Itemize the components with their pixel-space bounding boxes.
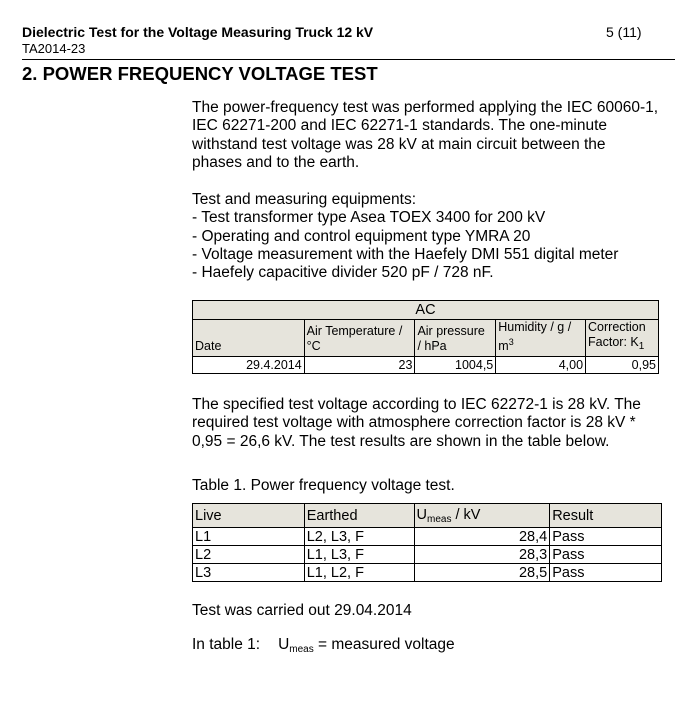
- result-cell: Pass: [550, 564, 662, 582]
- intro-line: The power-frequency test was performed applying the IEC 60060-1,: [192, 99, 659, 116]
- table-caption: Table 1. Power frequency voltage test.: [192, 477, 455, 494]
- intro-line: withstand test voltage was 28 kV at main circuit between the: [192, 135, 606, 153]
- equipment-item: - Haefely capacitive divider 520 pF / 728 nF.: [192, 264, 494, 282]
- spec-line: The specified test voltage according to IEC 62272-1 is 28 kV. The: [192, 396, 641, 413]
- correction-factor-header: Correction Factor: $K_1$: [586, 320, 659, 357]
- date-cell: 29.4.2014: [193, 357, 305, 374]
- live-header: Live: [193, 504, 305, 528]
- correction-factor-cell: 0,95: [586, 357, 659, 374]
- umeas-header: $U_{meas}$ / kV: [414, 504, 550, 528]
- intro-line: phases and to the earth.: [192, 153, 360, 171]
- umeas-cell: 28,4: [414, 528, 550, 546]
- intro-line: IEC 62271-200 and IEC 62271-1 standards. The one-minute: [192, 117, 608, 135]
- result-cell: Pass: [550, 546, 662, 564]
- air-temperature-cell: 23: [304, 357, 415, 374]
- footnote-prefix: In table 1:: [192, 636, 261, 653]
- spec-line: required test voltage with atmosphere correction factor is 28 kV *: [192, 414, 636, 432]
- equipment-heading: Test and measuring equipments:: [192, 191, 417, 208]
- humidity-cell: 4,00: [496, 357, 586, 374]
- ac-group-header: AC: [193, 301, 659, 320]
- live-cell: L3: [193, 564, 305, 582]
- table-row: [193, 564, 662, 582]
- document-id: TA2014-23: [22, 41, 86, 56]
- intro-paragraph: [192, 99, 658, 172]
- earthed-cell: L2, L3, F: [304, 528, 414, 546]
- page-number: 5 (11): [606, 24, 642, 40]
- voltage-test-results-table: [192, 503, 662, 582]
- umeas-cell: 28,3: [414, 546, 550, 564]
- equipment-item: - Test transformer type Asea TOEX 3400 for 200 kV: [192, 209, 546, 227]
- result-header: Result: [550, 504, 662, 528]
- table-row: [193, 546, 662, 564]
- footnote-definition: = measured voltage: [313, 636, 455, 653]
- result-cell: Pass: [550, 528, 662, 546]
- air-pressure-header: Air pressure / hPa: [415, 320, 496, 357]
- live-cell: L2: [193, 546, 305, 564]
- earthed-header: Earthed: [304, 504, 414, 528]
- earthed-cell: L1, L3, F: [304, 546, 414, 564]
- header-divider: [22, 59, 675, 60]
- air-pressure-cell: 1004,5: [415, 357, 496, 374]
- spec-line: 0,95 = 26,6 kV. The test results are shown in the table below.: [192, 432, 610, 450]
- test-date-statement: Test was carried out 29.04.2014: [192, 602, 412, 619]
- live-cell: L1: [193, 528, 305, 546]
- date-header: Date: [193, 320, 305, 357]
- umeas-symbol: U: [278, 636, 290, 653]
- atmospheric-conditions-table: [192, 300, 659, 374]
- equipment-item: - Voltage measurement with the Haefely DMI 551 digital meter: [192, 245, 619, 263]
- table-footnote: In table 1: $U_{meas}$ = measured voltage: [192, 636, 455, 655]
- umeas-cell: 28,5: [414, 564, 550, 582]
- humidity-header: Humidity / g / $m^3$: [496, 320, 586, 357]
- section-heading: 2. POWER FREQUENCY VOLTAGE TEST: [22, 63, 378, 84]
- document-title: Dielectric Test for the Voltage Measuring Truck 12 kV: [22, 24, 374, 40]
- equipment-item: - Operating and control equipment type YMRA 20: [192, 227, 531, 245]
- specification-paragraph: [192, 396, 641, 451]
- air-temperature-header: Air Temperature / °C: [304, 320, 415, 357]
- equipment-list: [192, 191, 618, 282]
- table-row: [193, 528, 662, 546]
- earthed-cell: L1, L2, F: [304, 564, 414, 582]
